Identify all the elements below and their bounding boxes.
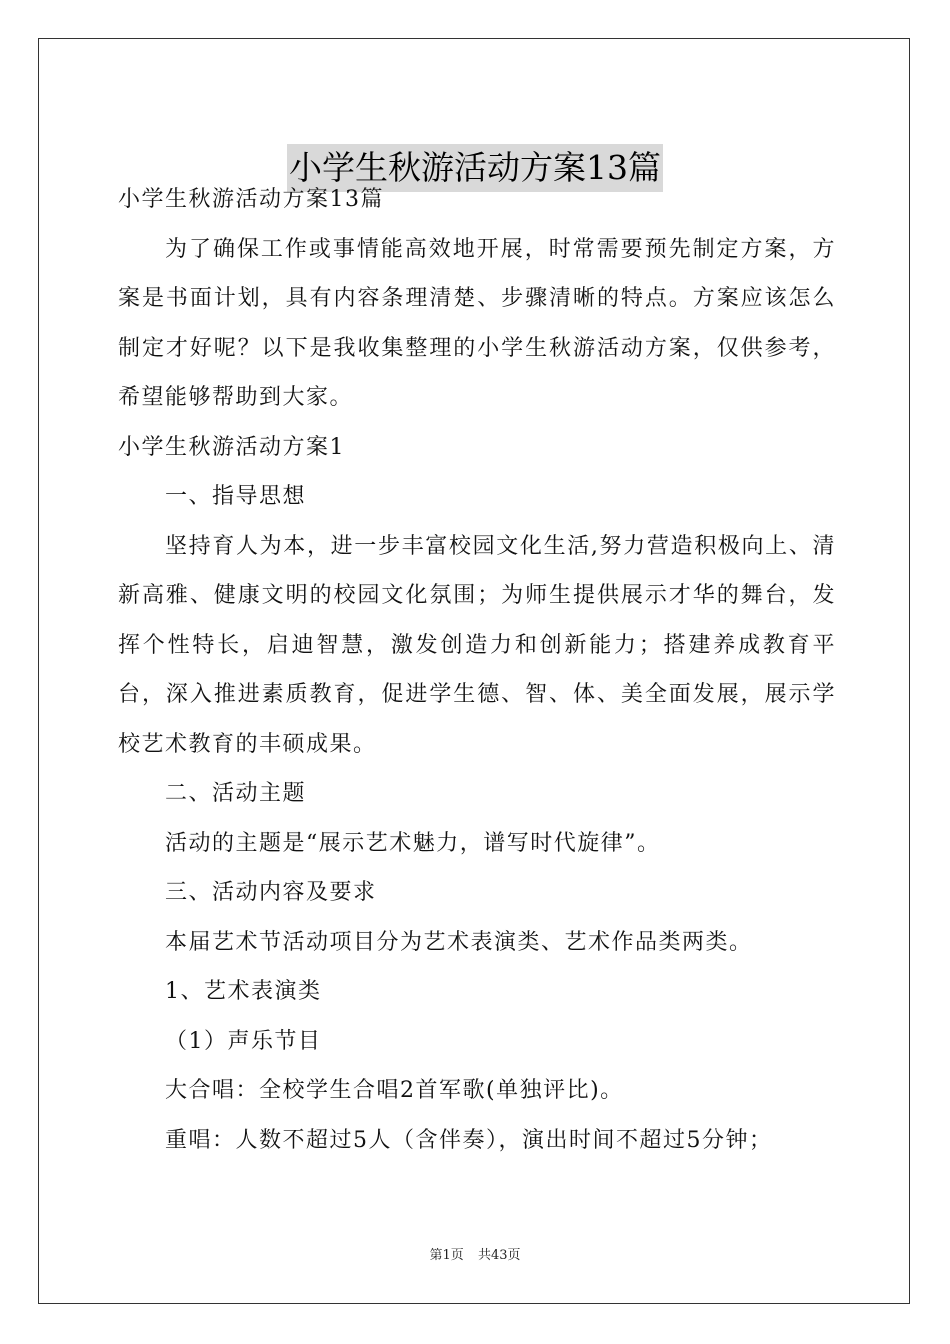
document-body — [118, 175, 836, 1165]
document-title: 小学生秋游活动方案13篇 — [287, 144, 663, 192]
section-title: 小学生秋游活动方案1 — [118, 434, 345, 460]
heading-activity-content: 三、活动内容及要求 — [165, 880, 377, 905]
heading-guiding-thought: 一、指导思想 — [165, 484, 307, 509]
content-paragraph: 本届艺术节活动项目分为艺术表演类、艺术作品类两类。 — [165, 929, 753, 955]
intro-paragraph: 为了确保工作或事情能高效地开展，时常需要预先制定方案，方案是书面计划，具有内容条理清楚、步骤清晰的特点。方案应该怎么制定才好呢？以下是我收集整理的小学生秋游活动方案，仅供参考，希望能够帮助到大家。 — [118, 236, 836, 410]
page-number: 第1页 — [429, 1248, 464, 1263]
guiding-thought-paragraph: 坚持育人为本，进一步丰富校园文化生活,努力营造积极向上、清新高雅、健康文明的校园文化氛围；为师生提供展示才华的舞台，发挥个性特长，启迪智慧，激发创造力和创新能力；搭建养成教育平台，深入推进素质教育，促进学生德、智、体、美全面发展，展示学校艺术教育的丰硕成果。 — [118, 533, 836, 757]
theme-paragraph: 活动的主题是“展示艺术魅力，谱写时代旋律”。 — [165, 830, 661, 856]
document-subtitle: 小学生秋游活动方案13篇 — [118, 187, 384, 212]
page-footer — [0, 1244, 950, 1263]
list-item-performance: 1、艺术表演类 — [165, 979, 322, 1004]
sub-item-vocal: （1）声乐节目 — [165, 1028, 322, 1054]
total-pages: 共43页 — [477, 1248, 521, 1263]
duet-paragraph: 重唱：人数不超过5人（含伴奏），演出时间不超过5分钟； — [165, 1127, 773, 1153]
heading-activity-theme: 二、活动主题 — [165, 781, 307, 806]
chorus-paragraph: 大合唱：全校学生合唱2首军歌(单独评比)。 — [165, 1078, 624, 1103]
